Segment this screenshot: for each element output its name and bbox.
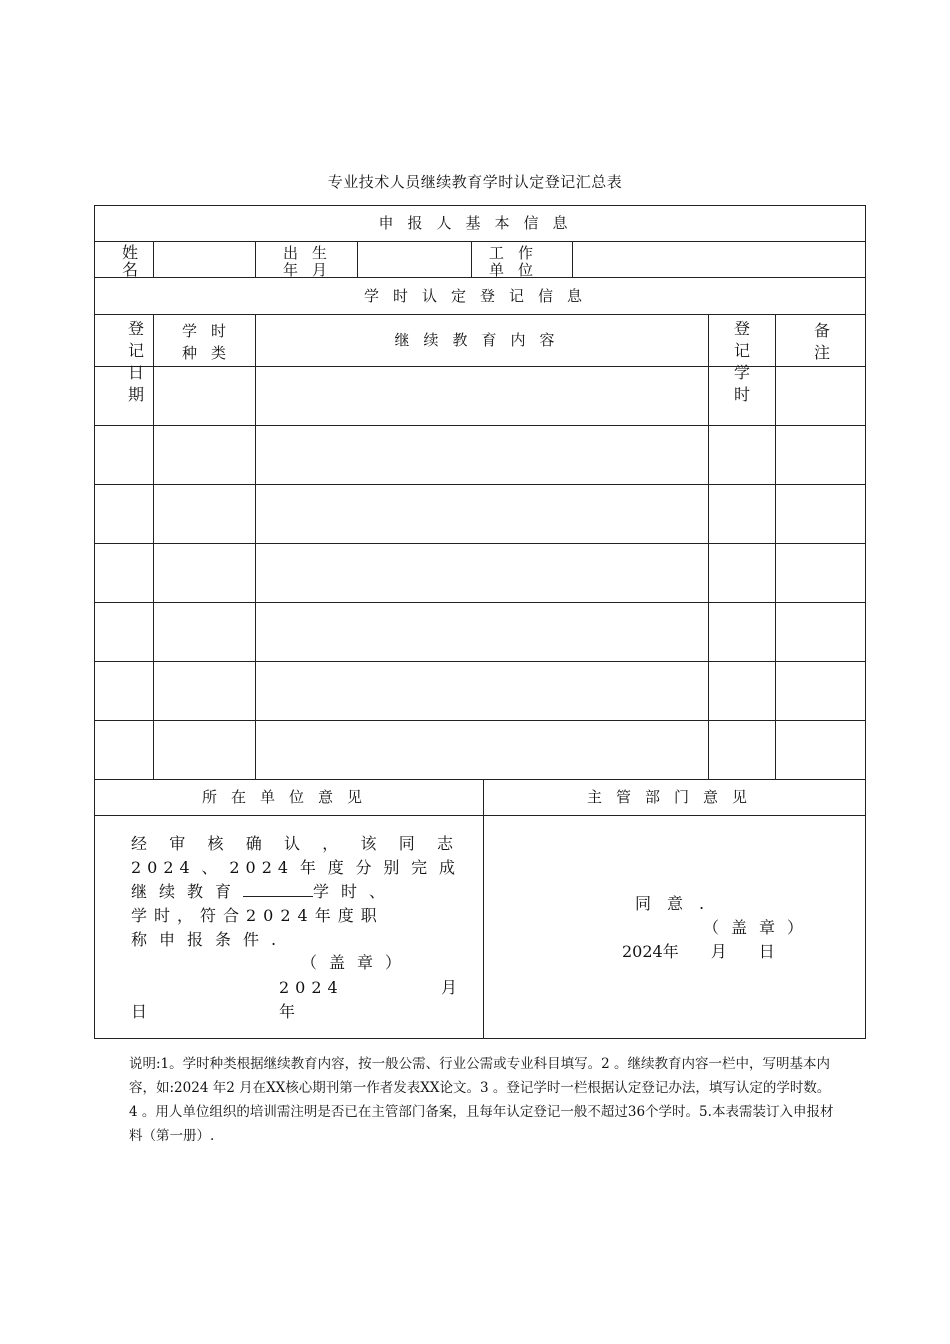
divider [95,314,865,315]
header-register-date: 登记日期 [127,319,144,404]
section-basic-header: 申报人基本信息 [378,214,582,232]
header-content: 继续教育内容 [394,331,569,349]
hours-blank[interactable] [243,882,313,897]
unit-opinion-line3 [131,880,461,904]
birth-label: 出生年月 [283,244,342,279]
divider [708,314,709,779]
divider [95,484,865,485]
header-register-hours: 登记学时 [733,319,750,404]
divider [153,314,154,779]
divider [95,779,865,780]
header-remarks: 备注 [813,321,830,362]
divider [95,277,865,278]
divider [483,779,484,1038]
divider [95,425,865,426]
unit-opinion-line3b: 学时、 [313,882,398,901]
dept-opinion-date: 2024年 月 日 [622,942,775,961]
divider [775,314,776,779]
unit-opinion-day: 日 [131,1002,148,1021]
work-label: 工作单位 [489,244,548,279]
birth-value[interactable] [357,242,471,276]
unit-opinion-seal: （盖章） [301,953,414,972]
dept-opinion-seal: （盖章） [703,918,816,937]
divider [95,815,865,816]
form-note: 说明:1。学时种类根据继续教育内容，按一般公需、行业公需或专业科目填写。2 。继续教育内容一栏中，写明基本内容，如:2024 年2 月在XX核心期刊第一作者发表XX论文。3 。登记学时一栏根据认定登记办法，填写认定的学时数。4 。用人单位组织的培训需注明是否已在主管部门备案，且每年认定登记一般不超过36个学时。5.本表需装订入申报材料（第一册）. [129,1056,834,1144]
form-title: 专业技术人员继续教育学时认定登记汇总表 [327,173,623,191]
unit-opinion-year: 2024 年 [279,978,344,1021]
name-label: 姓名 [121,243,138,279]
divider [95,602,865,603]
divider [95,543,865,544]
registration-form [94,205,866,1039]
divider [95,720,865,721]
divider [471,241,472,277]
name-value[interactable] [153,242,255,276]
dept-opinion-agree: 同意. [635,894,721,913]
unit-opinion-month: 月 [441,978,458,997]
work-value[interactable] [572,242,864,276]
dept-opinion-header: 主管部门意见 [586,788,761,806]
header-hour-type: 学时种类 [181,322,240,362]
unit-opinion-line4: 学时，符合2024年度职 [131,906,384,925]
unit-opinion-line3a: 继续教育 [131,882,244,901]
section-record-header: 学时认定登记信息 [363,287,596,305]
unit-opinion-header: 所在单位意见 [201,788,376,806]
divider [255,314,256,779]
divider [95,661,865,662]
unit-opinion-line1: 经审核确认，该同志 [131,834,461,853]
unit-opinion-line2: 2024、2024年度分别完成 [131,858,461,877]
unit-opinion-line5: 称申报条件. [131,930,289,949]
divider [255,241,256,277]
